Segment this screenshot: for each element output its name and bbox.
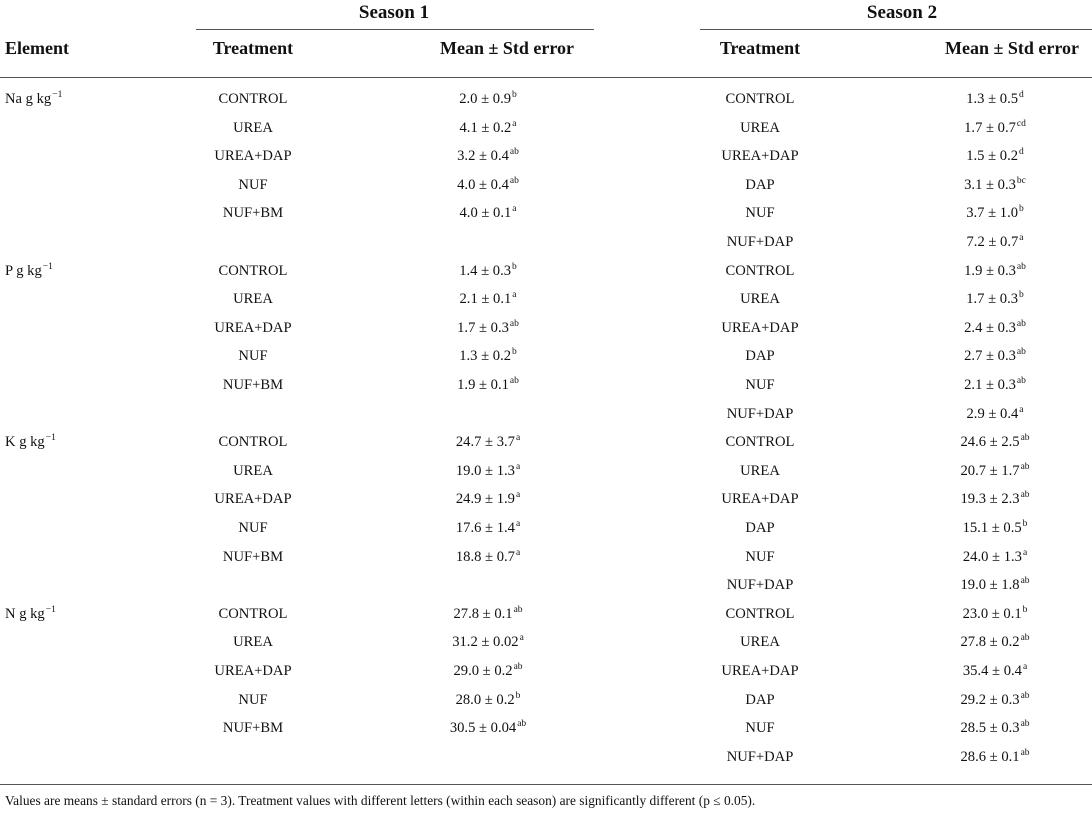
season-2-treatment-cell: UREA+DAP (721, 319, 799, 336)
significance-letter: a (515, 433, 521, 444)
unit-exponent: −1 (42, 261, 53, 272)
significance-letter: a (515, 490, 521, 501)
mean-value: 24.6 ± 2.5 (960, 434, 1020, 451)
element-label (5, 91, 62, 108)
significance-letter: b (515, 690, 521, 701)
season-1-treatment-cell: UREA+DAP (214, 491, 292, 508)
mean-value: 1.7 ± 0.3 (457, 319, 509, 336)
mean-value: 4.0 ± 0.1 (459, 205, 512, 222)
season-1-mean-cell (452, 634, 524, 651)
season-2-mean-cell (963, 520, 1028, 537)
season-1-mean-cell (456, 549, 520, 566)
table-footnote: Values are means ± standard errors (n = 3). Treatment values with different letters (within each season) are significantly different (p ≤ 0.05). (5, 793, 756, 808)
season-2-mean-cell (964, 377, 1026, 394)
mean-value: 24.9 ± 1.9 (455, 491, 515, 508)
season-1-mean-cell (457, 320, 519, 337)
season-1-treatment-cell: NUF (238, 691, 268, 708)
significance-letter: ab (513, 662, 523, 672)
significance-letter: b (1019, 290, 1024, 301)
significance-letter: ab (509, 376, 519, 386)
mean-value: 7.2 ± 0.7 (966, 234, 1019, 250)
significance-letter: a (1019, 233, 1024, 243)
season-1-mean-cell (459, 91, 517, 108)
mean-value: 28.0 ± 0.2 (455, 691, 515, 708)
season-2-rule (700, 29, 1092, 30)
mean-value: 30.5 ± 0.04 (449, 720, 517, 737)
season-1-mean-cell (456, 491, 520, 508)
season-1-mean-cell (450, 720, 526, 737)
season-2-treatment-cell: UREA (740, 291, 780, 308)
season-2-mean-cell (960, 434, 1029, 451)
season-2-mean-cell (963, 606, 1028, 623)
unit-exponent: −1 (52, 90, 63, 100)
mean-value: 1.9 ± 0.1 (457, 377, 509, 393)
season-2-treatment-cell: NUF+DAP (726, 577, 794, 594)
element-column-header: Element (5, 38, 69, 58)
season-2-treatment-cell: CONTROL (725, 434, 795, 451)
significance-letter: d (1019, 147, 1024, 158)
mean-value: 19.3 ± 2.3 (960, 491, 1020, 508)
mean-value: 3.2 ± 0.4 (457, 148, 509, 165)
season-1-treatment-cell: NUF (238, 520, 268, 536)
mean-value: 2.7 ± 0.3 (964, 348, 1016, 365)
season-1-mean-cell (457, 148, 519, 165)
element-name: P g kg (5, 262, 42, 279)
season-1-mean-cell (459, 291, 516, 308)
season-1-treatment-cell: CONTROL (218, 605, 288, 622)
season-1-treatment-cell: UREA (233, 119, 273, 136)
significance-letter: b (1019, 204, 1024, 215)
significance-letter: a (512, 118, 517, 129)
season-2-mean-cell (966, 205, 1024, 222)
season-2-mean-cell (963, 663, 1027, 680)
season-2-treatment-cell: NUF (745, 720, 775, 737)
mean-value: 23.0 ± 0.1 (962, 605, 1022, 622)
season-1-mean-cell (459, 120, 516, 137)
header-rule (0, 77, 1092, 78)
season-2-mean-cell (966, 291, 1024, 308)
season-2-mean-cell (964, 348, 1026, 365)
mean-value: 31.2 ± 0.02 (452, 634, 519, 651)
mean-value: 2.0 ± 0.9 (459, 91, 512, 107)
significance-letter: a (519, 633, 524, 644)
element-label (5, 606, 56, 623)
season-2-treatment-cell: UREA+DAP (721, 491, 799, 508)
unit-exponent: −1 (45, 604, 56, 615)
significance-letter: ab (1020, 433, 1030, 444)
element-name: K g kg (5, 434, 45, 451)
season-1-treatment-cell: NUF (238, 176, 268, 193)
season-2-mean-cell (960, 491, 1029, 508)
season-1-mean-cell (453, 606, 522, 623)
season-2-mean-cell (966, 234, 1023, 251)
significance-letter: b (1022, 604, 1028, 615)
season-1-rule (196, 29, 594, 30)
season-2-treatment-cell: NUF+DAP (726, 405, 794, 422)
season-1-mean-cell (456, 692, 521, 709)
season-2-mean-cell (964, 263, 1026, 280)
significance-letter: a (512, 290, 517, 301)
significance-letter: ab (517, 719, 527, 730)
season-1-mean-cell (453, 663, 522, 680)
season-2-treatment-cell: UREA (740, 634, 780, 651)
season-2-treatment-cell: NUF (745, 377, 775, 393)
significance-letter: a (515, 547, 521, 558)
season-2-treatment-cell: DAP (745, 348, 775, 365)
mean-value: 2.9 ± 0.4 (966, 405, 1019, 422)
season-1-treatment-cell: NUF+BM (222, 548, 284, 565)
significance-letter: cd (1016, 118, 1026, 129)
season-1-mean-header: Mean ± Std error (439, 38, 575, 58)
season-1-treatment-cell: UREA (233, 634, 273, 651)
significance-letter: a (515, 519, 521, 529)
season-2-treatment-cell: NUF (745, 548, 775, 565)
mean-value: 1.7 ± 0.7 (964, 119, 1016, 136)
element-label (5, 434, 56, 451)
season-1-mean-cell (456, 463, 520, 480)
season-2-mean-cell (966, 406, 1023, 423)
season-1-mean-cell (457, 377, 519, 394)
significance-letter: b (512, 90, 517, 100)
mean-value: 1.3 ± 0.5 (966, 91, 1019, 107)
season-2-treatment-cell: CONTROL (725, 91, 795, 107)
season-2-mean-cell (964, 177, 1026, 194)
significance-letter: bc (1016, 175, 1026, 186)
significance-letter: a (1019, 404, 1024, 415)
season-1-treatment-cell: CONTROL (218, 262, 288, 279)
season-2-mean-cell (960, 463, 1029, 480)
season-2-treatment-cell: CONTROL (725, 605, 795, 622)
mean-value: 24.7 ± 3.7 (455, 434, 515, 451)
season-1-mean-cell (456, 434, 520, 451)
mean-value: 4.1 ± 0.2 (459, 119, 512, 136)
significance-letter: ab (509, 175, 519, 186)
mean-value: 2.1 ± 0.1 (459, 291, 512, 308)
season-1-mean-cell (459, 205, 516, 222)
mean-value: 1.7 ± 0.3 (966, 291, 1019, 308)
season-1-treatment-cell: CONTROL (218, 91, 288, 107)
season-2-treatment-cell: NUF (745, 205, 775, 222)
season-2-treatment-cell: UREA+DAP (721, 663, 799, 679)
season-1-treatment-cell: NUF+BM (222, 377, 284, 393)
season-2-mean-cell (960, 720, 1029, 737)
mean-value: 29.2 ± 0.3 (960, 691, 1020, 708)
significance-letter: ab (1020, 747, 1030, 758)
significance-letter: ab (1020, 633, 1030, 644)
season-1-mean-cell (456, 520, 520, 537)
season-1-treatment-cell: UREA+DAP (214, 319, 292, 336)
season-2-treatment-cell: DAP (745, 176, 775, 193)
mean-value: 2.4 ± 0.3 (964, 319, 1016, 336)
season-1-header: Season 1 (358, 2, 430, 23)
season-1-treatment-cell: UREA+DAP (214, 148, 292, 165)
season-1-treatment-header: Treatment (212, 38, 294, 58)
season-2-mean-cell (964, 120, 1026, 137)
mean-value: 19.0 ± 1.3 (455, 462, 515, 479)
mean-value: 18.8 ± 0.7 (455, 548, 515, 565)
season-1-treatment-cell: UREA+DAP (214, 663, 292, 679)
significance-letter: a (1022, 547, 1028, 558)
season-1-mean-cell (457, 177, 519, 194)
season-1-treatment-cell: NUF (238, 348, 268, 365)
significance-letter: ab (513, 604, 523, 615)
mean-value: 20.7 ± 1.7 (960, 462, 1020, 479)
season-2-mean-cell (960, 634, 1029, 651)
element-label (5, 263, 53, 280)
mean-value: 28.6 ± 0.1 (960, 748, 1020, 765)
significance-letter: ab (509, 318, 519, 329)
mean-value: 24.0 ± 1.3 (962, 548, 1022, 565)
mean-value: 17.6 ± 1.4 (455, 520, 515, 536)
season-2-treatment-cell: NUF+DAP (726, 748, 794, 765)
unit-exponent: −1 (45, 433, 56, 444)
season-2-treatment-cell: CONTROL (725, 262, 795, 279)
season-2-treatment-header: Treatment (719, 38, 801, 58)
significance-letter: ab (1020, 690, 1030, 701)
mean-value: 1.4 ± 0.3 (459, 262, 512, 279)
mean-value: 1.9 ± 0.3 (964, 262, 1016, 279)
significance-letter: b (1022, 519, 1028, 529)
mean-value: 19.0 ± 1.8 (960, 577, 1020, 594)
season-2-treatment-cell: DAP (745, 520, 775, 536)
season-2-mean-cell (960, 749, 1029, 766)
mean-value: 1.3 ± 0.2 (459, 348, 512, 365)
season-1-treatment-cell: UREA (233, 291, 273, 308)
significance-letter: ab (1016, 261, 1026, 272)
significance-letter: ab (1016, 376, 1026, 386)
season-1-mean-cell (459, 348, 517, 365)
mean-value: 15.1 ± 0.5 (962, 520, 1022, 536)
season-2-treatment-cell: UREA (740, 119, 780, 136)
significance-letter: ab (1020, 576, 1030, 587)
significance-letter: ab (1016, 318, 1026, 329)
element-name: N g kg (5, 605, 45, 622)
season-2-mean-header: Mean ± Std error (944, 38, 1080, 58)
mean-value: 35.4 ± 0.4 (962, 663, 1022, 679)
significance-letter: b (512, 347, 517, 358)
bottom-rule (0, 784, 1092, 785)
significance-letter: a (512, 204, 517, 215)
mean-value: 27.8 ± 0.2 (960, 634, 1020, 651)
mean-value: 1.5 ± 0.2 (966, 148, 1019, 165)
element-name: Na g kg (5, 91, 52, 107)
significance-letter: ab (1020, 490, 1030, 501)
mean-value: 3.7 ± 1.0 (966, 205, 1019, 222)
season-2-mean-cell (964, 320, 1026, 337)
season-1-treatment-cell: CONTROL (218, 434, 288, 451)
significance-letter: ab (509, 147, 519, 158)
significance-letter: a (1022, 662, 1028, 672)
season-2-mean-cell (960, 577, 1029, 594)
mean-value: 28.5 ± 0.3 (960, 720, 1020, 737)
significance-letter: b (512, 261, 517, 272)
season-2-mean-cell (966, 148, 1024, 165)
mean-value: 29.0 ± 0.2 (453, 663, 513, 679)
significance-letter: d (1019, 90, 1024, 100)
season-2-treatment-cell: NUF+DAP (726, 234, 794, 250)
season-2-mean-cell (963, 549, 1027, 566)
season-2-mean-cell (960, 692, 1029, 709)
significance-letter: ab (1020, 461, 1030, 472)
mean-value: 2.1 ± 0.3 (964, 377, 1016, 393)
season-1-treatment-cell: NUF+BM (222, 205, 284, 222)
season-1-treatment-cell: UREA (233, 462, 273, 479)
mean-value: 3.1 ± 0.3 (964, 176, 1016, 193)
season-1-mean-cell (459, 263, 517, 280)
season-2-header: Season 2 (866, 2, 938, 23)
season-2-mean-cell (966, 91, 1024, 108)
season-2-treatment-cell: UREA+DAP (721, 148, 799, 165)
season-2-treatment-cell: UREA (740, 462, 780, 479)
season-2-treatment-cell: DAP (745, 691, 775, 708)
mean-value: 27.8 ± 0.1 (453, 605, 513, 622)
significance-letter: ab (1016, 347, 1026, 358)
significance-letter: a (515, 461, 521, 472)
season-1-treatment-cell: NUF+BM (222, 720, 284, 737)
mean-value: 4.0 ± 0.4 (457, 176, 509, 193)
significance-letter: ab (1020, 719, 1030, 730)
